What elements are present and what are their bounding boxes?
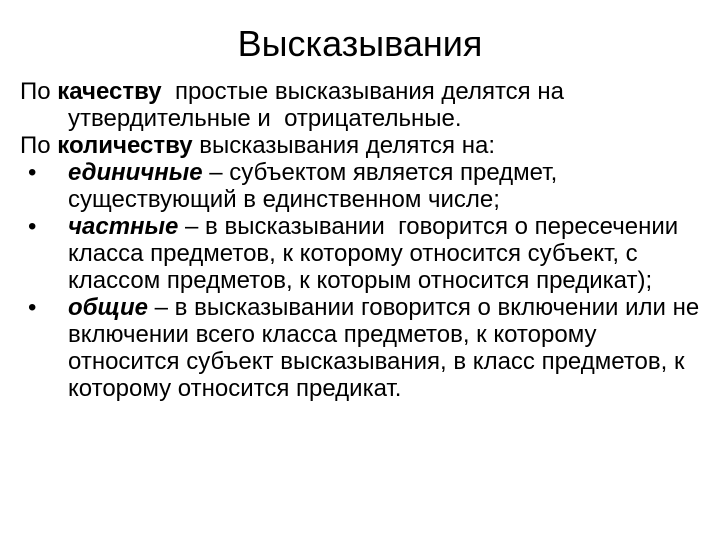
quality-keyword: качеству (57, 78, 162, 105)
bullet-text: – субъектом является предмет, существующий в единственном числе; (68, 159, 558, 213)
quality-text: простые высказывания делятся на утвердительные и отрицательные. (68, 78, 571, 132)
bullet-term: единичные (68, 159, 203, 186)
quantity-prefix: По (20, 132, 58, 159)
bullet-item-particular (20, 213, 710, 294)
bullet-item-singular (20, 159, 710, 213)
bullet-icon: • (28, 213, 37, 240)
bullet-icon: • (28, 294, 37, 321)
bullet-text: – в высказывании говорится о пересечении класса предметов, к которому относится субъект, с классом предметов, к которым относится предикат); (68, 213, 685, 294)
quality-prefix: По (20, 78, 58, 105)
bullet-text: – в высказывании говорится о включении или не включении всего класса предметов, к которому относится субъект высказывания, в класс предметов, к которому относится предикат. (68, 294, 700, 402)
slide-title: Высказывания (237, 23, 483, 64)
bullet-term: общие (68, 294, 148, 321)
quantity-text: высказывания делятся на: (192, 132, 495, 159)
quality-paragraph (20, 78, 710, 132)
quantity-keyword: количеству (57, 132, 193, 159)
slide-body (20, 78, 710, 402)
quantity-paragraph (20, 132, 710, 159)
bullet-item-general (20, 294, 710, 402)
bullet-term: частные (68, 213, 179, 240)
bullet-icon: • (28, 159, 37, 186)
